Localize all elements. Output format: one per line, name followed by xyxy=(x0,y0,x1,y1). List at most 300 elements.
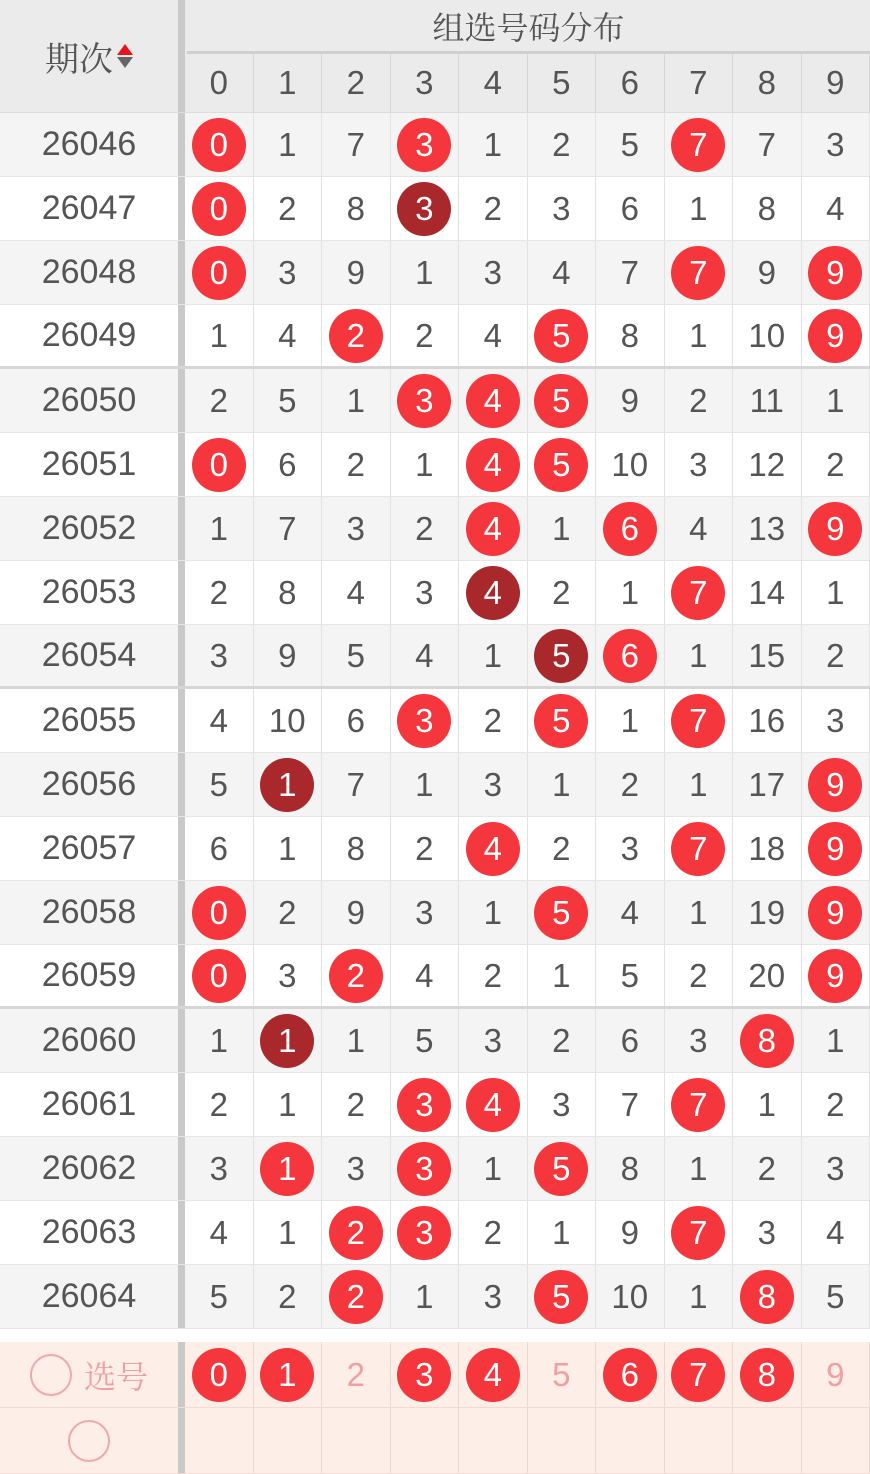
miss-count: 19 xyxy=(748,894,785,932)
digit-cell xyxy=(802,881,870,944)
miss-count: 5 xyxy=(621,126,639,164)
digit-cell xyxy=(665,177,734,240)
digit-cell xyxy=(802,177,870,240)
digit-cell xyxy=(665,241,734,304)
select-digit-7[interactable] xyxy=(665,1342,734,1407)
digit-cell xyxy=(322,113,391,176)
repeat-ball: 1 xyxy=(260,758,314,812)
digit-cell xyxy=(665,753,734,816)
digit-cell xyxy=(322,177,391,240)
digit-cell xyxy=(802,945,870,1006)
digit-cell xyxy=(459,497,528,560)
unselected-digit[interactable]: 9 xyxy=(826,1356,844,1394)
selected-digit-ball[interactable]: 4 xyxy=(466,1348,520,1402)
select-digit-1[interactable] xyxy=(254,1408,323,1473)
miss-count: 2 xyxy=(484,702,502,740)
digit-cell xyxy=(391,753,460,816)
column-divider xyxy=(178,1009,185,1072)
select-digit-3[interactable] xyxy=(391,1408,460,1473)
select-footer xyxy=(0,1342,870,1474)
period-number: 26054 xyxy=(0,625,178,686)
miss-count: 1 xyxy=(758,1086,776,1124)
digit-cell xyxy=(528,497,597,560)
digit-cell xyxy=(596,625,665,686)
hit-ball: 0 xyxy=(192,246,246,300)
miss-count: 8 xyxy=(347,190,365,228)
digit-cell xyxy=(459,1073,528,1136)
select-label: 选号 xyxy=(84,1352,148,1398)
select-digit-4[interactable] xyxy=(459,1408,528,1473)
digit-cell xyxy=(528,561,597,624)
miss-count: 2 xyxy=(552,1022,570,1060)
column-divider xyxy=(178,625,185,686)
table-row xyxy=(0,305,870,369)
digit-cell xyxy=(802,1265,870,1328)
miss-count: 1 xyxy=(826,1022,844,1060)
digit-cell xyxy=(254,177,323,240)
miss-count: 6 xyxy=(621,1022,639,1060)
digit-cell xyxy=(665,817,734,880)
digit-cell xyxy=(391,1265,460,1328)
digit-cell xyxy=(185,561,254,624)
digit-header-4: 4 xyxy=(459,54,528,112)
hit-ball: 7 xyxy=(671,694,725,748)
miss-count: 1 xyxy=(689,766,707,804)
miss-count: 2 xyxy=(278,1278,296,1316)
miss-count: 1 xyxy=(347,382,365,420)
selected-digit-ball[interactable]: 1 xyxy=(260,1348,314,1402)
digit-cell xyxy=(254,305,323,366)
digit-cell xyxy=(322,945,391,1006)
selected-digit-ball[interactable]: 7 xyxy=(671,1348,725,1402)
period-number: 26047 xyxy=(0,177,178,240)
digit-cell xyxy=(459,881,528,944)
hit-ball: 6 xyxy=(603,502,657,556)
miss-count: 2 xyxy=(210,574,228,612)
hit-ball: 4 xyxy=(466,438,520,492)
period-number: 26063 xyxy=(0,1201,178,1264)
hit-ball: 0 xyxy=(192,438,246,492)
miss-count: 2 xyxy=(278,190,296,228)
column-divider xyxy=(178,433,185,496)
miss-count: 11 xyxy=(750,382,784,420)
select-digit-9[interactable] xyxy=(802,1342,870,1407)
column-divider xyxy=(178,881,185,944)
digit-cell xyxy=(802,817,870,880)
miss-count: 5 xyxy=(347,637,365,675)
digit-cell xyxy=(391,1073,460,1136)
table-row xyxy=(0,625,870,689)
digit-cell xyxy=(391,689,460,752)
table-row xyxy=(0,1009,870,1073)
miss-count: 1 xyxy=(552,510,570,548)
period-number: 26062 xyxy=(0,1137,178,1200)
column-divider xyxy=(178,1137,185,1200)
select-toggle[interactable] xyxy=(0,1408,178,1473)
column-divider xyxy=(178,1265,185,1328)
digit-cell xyxy=(459,1137,528,1200)
select-digit-5[interactable] xyxy=(528,1342,597,1407)
miss-count: 10 xyxy=(269,702,306,740)
miss-count: 2 xyxy=(826,446,844,484)
digit-cell xyxy=(665,369,734,432)
digit-header-9: 9 xyxy=(802,54,870,112)
digit-cell xyxy=(185,1137,254,1200)
miss-count: 1 xyxy=(210,1022,228,1060)
digit-cell xyxy=(596,1265,665,1328)
digit-cell xyxy=(528,305,597,366)
column-divider xyxy=(178,689,185,752)
hit-ball: 7 xyxy=(671,1206,725,1260)
digit-cell xyxy=(733,561,802,624)
miss-count: 5 xyxy=(415,1022,433,1060)
selected-digit-ball[interactable]: 8 xyxy=(740,1348,794,1402)
digit-header-7: 7 xyxy=(665,54,734,112)
digit-cell xyxy=(528,1073,597,1136)
period-number: 26052 xyxy=(0,497,178,560)
miss-count: 2 xyxy=(415,317,433,355)
table-row xyxy=(0,1137,870,1201)
miss-count: 3 xyxy=(210,1150,228,1188)
digit-cell xyxy=(391,113,460,176)
digit-cell xyxy=(733,1265,802,1328)
digit-cell xyxy=(185,1201,254,1264)
miss-count: 2 xyxy=(552,574,570,612)
digit-cell xyxy=(596,1073,665,1136)
hit-ball: 9 xyxy=(808,822,862,876)
digit-cell xyxy=(733,945,802,1006)
select-digit-4[interactable] xyxy=(459,1342,528,1407)
miss-count: 4 xyxy=(347,574,365,612)
miss-count: 3 xyxy=(415,894,433,932)
miss-count: 3 xyxy=(484,766,502,804)
miss-count: 2 xyxy=(415,830,433,868)
miss-count: 1 xyxy=(552,957,570,995)
select-digit-7[interactable] xyxy=(665,1408,734,1473)
digit-cell xyxy=(802,1137,870,1200)
digit-cell xyxy=(254,433,323,496)
miss-count: 3 xyxy=(689,1022,707,1060)
select-toggle[interactable] xyxy=(0,1342,178,1407)
hit-ball: 4 xyxy=(466,822,520,876)
digit-cell xyxy=(254,369,323,432)
digit-cell xyxy=(459,369,528,432)
digit-cell xyxy=(185,241,254,304)
digit-cell xyxy=(254,1073,323,1136)
digit-cell xyxy=(391,561,460,624)
hit-ball: 6 xyxy=(603,629,657,683)
select-digit-0[interactable] xyxy=(185,1408,254,1473)
digit-cell xyxy=(254,881,323,944)
period-number: 26048 xyxy=(0,241,178,304)
digit-cell xyxy=(528,369,597,432)
hit-ball: 4 xyxy=(466,1078,520,1132)
digit-cell xyxy=(254,1265,323,1328)
table-row xyxy=(0,881,870,945)
hit-ball: 7 xyxy=(671,1078,725,1132)
hit-ball: 8 xyxy=(740,1014,794,1068)
digit-cell xyxy=(391,1201,460,1264)
digit-cell xyxy=(391,881,460,944)
miss-count: 2 xyxy=(552,830,570,868)
digit-cell xyxy=(185,945,254,1006)
selected-digit-ball[interactable]: 0 xyxy=(192,1348,246,1402)
digit-cell xyxy=(391,433,460,496)
digit-cell xyxy=(665,945,734,1006)
digit-header-row xyxy=(185,54,870,112)
digit-cell xyxy=(459,305,528,366)
table-row xyxy=(0,1073,870,1137)
digit-cell xyxy=(596,497,665,560)
miss-count: 18 xyxy=(748,830,785,868)
digit-cell xyxy=(459,1201,528,1264)
select-digit-2[interactable] xyxy=(322,1342,391,1407)
digit-cell xyxy=(322,625,391,686)
column-divider xyxy=(178,369,185,432)
miss-count: 2 xyxy=(552,126,570,164)
hit-ball: 9 xyxy=(808,949,862,1003)
period-column-header[interactable] xyxy=(0,0,178,112)
digit-cell xyxy=(322,881,391,944)
digit-cell xyxy=(802,753,870,816)
period-number: 26056 xyxy=(0,753,178,816)
selected-digit-ball[interactable]: 6 xyxy=(603,1348,657,1402)
digit-cell xyxy=(802,561,870,624)
digit-cell xyxy=(185,1073,254,1136)
miss-count: 3 xyxy=(826,702,844,740)
period-number: 26051 xyxy=(0,433,178,496)
miss-count: 2 xyxy=(826,1086,844,1124)
draw-table-body xyxy=(0,113,870,1329)
digit-cell xyxy=(459,753,528,816)
select-digit-9[interactable] xyxy=(802,1408,870,1473)
column-divider xyxy=(178,1073,185,1136)
miss-count: 1 xyxy=(621,702,639,740)
miss-count: 13 xyxy=(748,510,785,548)
digit-cell xyxy=(528,625,597,686)
select-digit-2[interactable] xyxy=(322,1408,391,1473)
digit-cell xyxy=(733,625,802,686)
digit-cell xyxy=(322,241,391,304)
miss-count: 9 xyxy=(621,1214,639,1252)
select-digit-0[interactable] xyxy=(185,1342,254,1407)
miss-count: 6 xyxy=(210,830,228,868)
column-divider xyxy=(178,113,185,176)
hit-ball: 0 xyxy=(192,886,246,940)
miss-count: 1 xyxy=(210,317,228,355)
digit-cell xyxy=(528,753,597,816)
miss-count: 8 xyxy=(758,190,776,228)
hit-ball: 9 xyxy=(808,502,862,556)
table-header xyxy=(0,0,870,113)
hit-ball: 7 xyxy=(671,822,725,876)
miss-count: 20 xyxy=(748,957,785,995)
miss-count: 4 xyxy=(826,1214,844,1252)
hit-ball: 4 xyxy=(466,502,520,556)
radio-circle-icon[interactable] xyxy=(30,1354,72,1396)
miss-count: 1 xyxy=(689,1278,707,1316)
miss-count: 1 xyxy=(484,637,502,675)
table-row xyxy=(0,817,870,881)
miss-count: 1 xyxy=(415,1278,433,1316)
digit-cell xyxy=(528,689,597,752)
repeat-ball: 3 xyxy=(397,182,451,236)
digit-cell xyxy=(733,305,802,366)
digit-cell xyxy=(322,369,391,432)
digit-cell xyxy=(322,689,391,752)
miss-count: 4 xyxy=(826,190,844,228)
digit-cell xyxy=(528,241,597,304)
hit-ball: 0 xyxy=(192,949,246,1003)
miss-count: 8 xyxy=(278,574,296,612)
digit-cell xyxy=(802,369,870,432)
digit-cell xyxy=(528,1201,597,1264)
digit-cell xyxy=(733,113,802,176)
digit-cell xyxy=(733,1137,802,1200)
miss-count: 1 xyxy=(278,830,296,868)
select-digit-3[interactable] xyxy=(391,1342,460,1407)
hit-ball: 9 xyxy=(808,886,862,940)
miss-count: 9 xyxy=(347,894,365,932)
miss-count: 1 xyxy=(689,1150,707,1188)
digit-header-6: 6 xyxy=(596,54,665,112)
hit-ball: 9 xyxy=(808,309,862,363)
miss-count: 1 xyxy=(484,894,502,932)
period-number: 26060 xyxy=(0,1009,178,1072)
hit-ball: 4 xyxy=(466,374,520,428)
select-digit-8[interactable] xyxy=(733,1342,802,1407)
miss-count: 12 xyxy=(748,446,785,484)
period-number: 26058 xyxy=(0,881,178,944)
digit-cell xyxy=(254,497,323,560)
miss-count: 7 xyxy=(758,126,776,164)
digit-cell xyxy=(665,1201,734,1264)
miss-count: 2 xyxy=(210,1086,228,1124)
digit-cell xyxy=(322,305,391,366)
miss-count: 1 xyxy=(278,126,296,164)
period-header-label: 期次 xyxy=(45,32,113,81)
digit-cell xyxy=(459,561,528,624)
digit-cell xyxy=(459,625,528,686)
selected-digit-ball[interactable]: 3 xyxy=(397,1348,451,1402)
period-number: 26064 xyxy=(0,1265,178,1328)
digit-cell xyxy=(596,177,665,240)
digit-cell xyxy=(733,497,802,560)
digit-cell xyxy=(185,817,254,880)
select-digit-5[interactable] xyxy=(528,1408,597,1473)
digit-header-1: 1 xyxy=(254,54,323,112)
select-digit-1[interactable] xyxy=(254,1342,323,1407)
digit-cell xyxy=(596,305,665,366)
miss-count: 3 xyxy=(621,830,639,868)
digit-cell xyxy=(733,753,802,816)
miss-count: 1 xyxy=(484,1150,502,1188)
sort-icon[interactable] xyxy=(117,44,133,68)
digit-cell xyxy=(254,1009,323,1072)
digit-cell xyxy=(254,561,323,624)
digit-cell xyxy=(391,177,460,240)
digit-cell xyxy=(254,817,323,880)
digit-cell xyxy=(528,433,597,496)
miss-count: 5 xyxy=(210,1278,228,1316)
digit-cell xyxy=(596,1009,665,1072)
digit-cell xyxy=(733,1201,802,1264)
digit-cell xyxy=(733,817,802,880)
digit-cell xyxy=(322,1137,391,1200)
hit-ball: 9 xyxy=(808,758,862,812)
digit-cell xyxy=(459,1009,528,1072)
hit-ball: 3 xyxy=(397,118,451,172)
unselected-digit[interactable]: 2 xyxy=(347,1356,365,1394)
digit-cell xyxy=(254,625,323,686)
miss-count: 1 xyxy=(621,574,639,612)
period-number: 26046 xyxy=(0,113,178,176)
period-number: 26053 xyxy=(0,561,178,624)
select-digit-6[interactable] xyxy=(596,1342,665,1407)
hit-ball: 5 xyxy=(534,1270,588,1324)
column-divider xyxy=(178,945,185,1006)
digit-cell xyxy=(665,113,734,176)
digit-cell xyxy=(733,881,802,944)
digit-cell xyxy=(528,113,597,176)
digit-cell xyxy=(322,753,391,816)
digit-cell xyxy=(528,1009,597,1072)
miss-count: 5 xyxy=(210,766,228,804)
digit-cell xyxy=(185,881,254,944)
column-divider xyxy=(178,241,185,304)
hit-ball: 3 xyxy=(397,1078,451,1132)
digit-cell xyxy=(596,1137,665,1200)
digit-cell xyxy=(528,881,597,944)
digit-cell xyxy=(254,241,323,304)
miss-count: 7 xyxy=(347,766,365,804)
miss-count: 3 xyxy=(758,1214,776,1252)
digit-cell xyxy=(459,177,528,240)
miss-count: 3 xyxy=(826,126,844,164)
digit-cell xyxy=(254,1137,323,1200)
period-number: 26057 xyxy=(0,817,178,880)
miss-count: 10 xyxy=(748,317,785,355)
digit-cell xyxy=(185,1009,254,1072)
miss-count: 6 xyxy=(278,446,296,484)
miss-count: 1 xyxy=(552,1214,570,1252)
miss-count: 1 xyxy=(278,1086,296,1124)
digit-cell xyxy=(528,1137,597,1200)
hit-ball: 7 xyxy=(671,246,725,300)
digit-cell xyxy=(802,433,870,496)
select-digit-6[interactable] xyxy=(596,1408,665,1473)
miss-count: 8 xyxy=(621,1150,639,1188)
hit-ball: 7 xyxy=(671,118,725,172)
digit-cell xyxy=(665,1137,734,1200)
digit-cell xyxy=(802,241,870,304)
period-number: 26055 xyxy=(0,689,178,752)
digit-cell xyxy=(528,817,597,880)
digit-header-3: 3 xyxy=(391,54,460,112)
unselected-digit[interactable]: 5 xyxy=(552,1356,570,1394)
miss-count: 2 xyxy=(484,190,502,228)
miss-count: 2 xyxy=(826,637,844,675)
period-number: 26050 xyxy=(0,369,178,432)
miss-count: 4 xyxy=(689,510,707,548)
miss-count: 2 xyxy=(210,382,228,420)
column-divider xyxy=(178,1342,185,1407)
repeat-ball: 5 xyxy=(534,629,588,683)
miss-count: 3 xyxy=(347,1150,365,1188)
select-digit-8[interactable] xyxy=(733,1408,802,1473)
digit-cell xyxy=(665,433,734,496)
miss-count: 7 xyxy=(621,254,639,292)
